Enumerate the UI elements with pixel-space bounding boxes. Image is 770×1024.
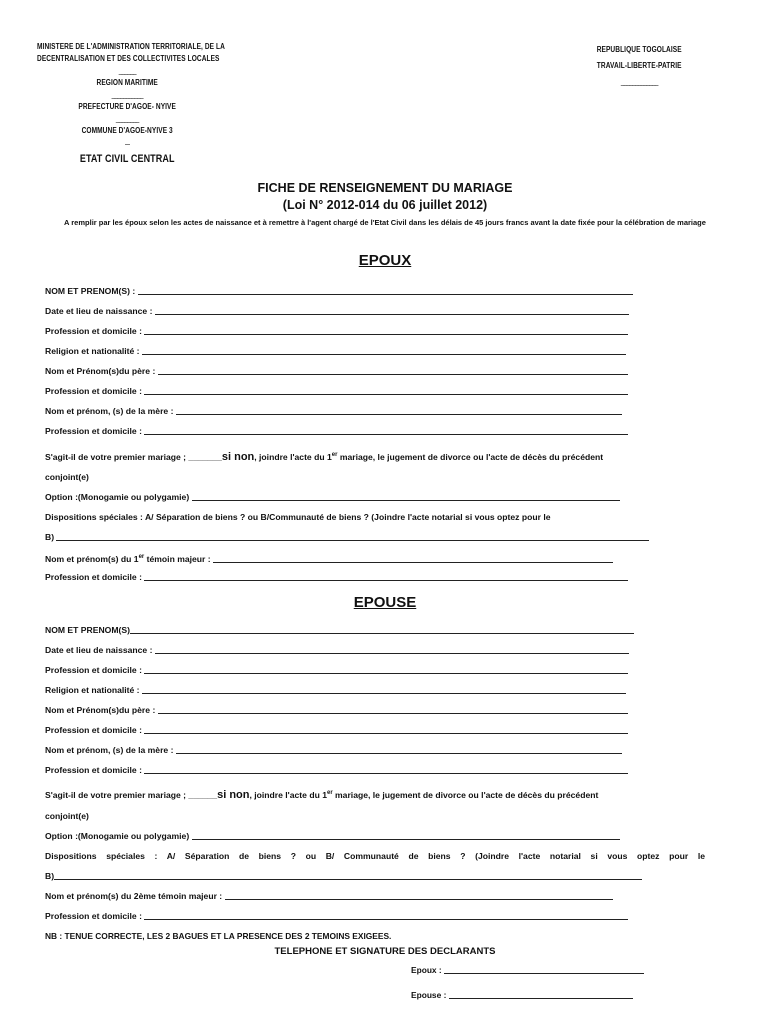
- field-label: , joindre l'acte du 1: [254, 451, 332, 462]
- separator: .....: [124, 138, 130, 147]
- blank-line: [142, 685, 626, 694]
- field-label: B): [45, 532, 55, 542]
- field-label: Option :(Monogamie ou polygamie): [45, 492, 190, 502]
- section-epoux: EPOUX: [358, 252, 412, 269]
- field-label: Profession et domicile :: [45, 326, 142, 336]
- field-epoux-profession[interactable]: [45, 325, 705, 338]
- blank-line: [144, 572, 628, 581]
- blank-line: [192, 831, 620, 840]
- field-epoux-naissance[interactable]: [45, 305, 705, 318]
- field-label: mariage, le jugement de divorce ou l'acte de décès du précédent: [337, 451, 604, 462]
- field-epouse-profession[interactable]: [45, 664, 705, 677]
- law-reference: (Loi N° 2012-014 du 06 juillet 2012): [282, 198, 488, 212]
- field-label: Nom et prénom(s) du 1: [45, 553, 139, 564]
- blank-line: [138, 286, 633, 295]
- field-epouse-naissance[interactable]: [45, 644, 705, 657]
- field-label: Profession et domicile :: [45, 386, 142, 396]
- field-epoux-premier-mariage[interactable]: [45, 447, 705, 463]
- blank-line: [158, 705, 628, 714]
- blank-line: [144, 725, 628, 734]
- field-label: Profession et domicile :: [45, 911, 142, 921]
- signature-epouse[interactable]: [411, 990, 633, 1000]
- field-label: Dispositions spéciales : A/ Séparation de biens ? ou B/Communauté de biens ? (Joindre l'acte notarial si vous optez pour le: [45, 512, 551, 522]
- blank-line: [144, 326, 628, 335]
- field-epoux-dispositions: [45, 511, 705, 524]
- form-title: FICHE DE RENSEIGNEMENT DU MARIAGE: [257, 181, 513, 195]
- field-label: Profession et domicile :: [45, 725, 142, 735]
- field-epoux-dispositions-b[interactable]: [45, 531, 705, 544]
- blank-line: [144, 386, 628, 395]
- signature-label: Epoux :: [411, 965, 442, 975]
- field-label: Nom et prénom, (s) de la mère :: [45, 745, 174, 755]
- blank-line: [225, 891, 613, 900]
- field-label: NOM ET PRENOM(S): [45, 625, 130, 635]
- field-label: mariage, le jugement de divorce ou l'acte de décès du précédent: [332, 789, 599, 800]
- ministry-line-1: MINISTERE DE L'ADMINISTRATION TERRITORIALE, DE LA: [37, 42, 225, 51]
- superscript: er: [138, 554, 145, 560]
- superscript: er: [331, 452, 338, 458]
- field-label: Date et lieu de naissance :: [45, 306, 153, 316]
- blank-line: [176, 745, 622, 754]
- separator: ________: [115, 114, 139, 123]
- blank-line: [144, 426, 628, 435]
- field-label: Religion et nationalité :: [45, 685, 140, 695]
- section-epouse: EPOUSE: [353, 594, 417, 611]
- header-left: [37, 41, 234, 165]
- field-epoux-mere[interactable]: [45, 405, 705, 418]
- field-epoux-nom[interactable]: [45, 285, 705, 298]
- blank-line: [449, 990, 633, 999]
- blank-line: [155, 306, 629, 315]
- field-label: conjoint(e): [45, 811, 89, 821]
- national-motto: TRAVAIL-LIBERTE-PATRIE: [596, 61, 682, 70]
- header-right: [590, 42, 688, 90]
- field-label: Nom et Prénom(s)du père :: [45, 366, 156, 376]
- signature-label: Epouse :: [411, 990, 447, 1000]
- blank-line: [155, 645, 629, 654]
- field-epoux-pere[interactable]: [45, 365, 705, 378]
- blank-line: [54, 871, 642, 880]
- si-non-label: si non: [217, 788, 250, 801]
- blank-line: [444, 965, 644, 974]
- field-label: Profession et domicile :: [45, 426, 142, 436]
- field-epoux-profession-pere[interactable]: [45, 385, 705, 398]
- blank-line: [176, 406, 622, 415]
- field-label: , joindre l'acte du 1: [249, 789, 327, 800]
- field-epouse-option[interactable]: [45, 830, 705, 843]
- region: REGION MARITIME: [96, 78, 158, 87]
- field-label: Profession et domicile :: [45, 572, 142, 582]
- etat-civil-central: ETAT CIVIL CENTRAL: [79, 153, 175, 165]
- field-epouse-temoin[interactable]: [45, 890, 705, 903]
- field-label: B): [45, 871, 55, 881]
- field-epouse-conjoint: [45, 810, 705, 823]
- field-epoux-temoin-profession[interactable]: [45, 571, 705, 584]
- field-epouse-religion[interactable]: [45, 684, 705, 697]
- field-label: Profession et domicile :: [45, 665, 142, 675]
- blank-line: [192, 492, 620, 501]
- blank-line: [144, 765, 628, 774]
- republic-name: REPUBLIQUE TOGOLAISE: [596, 45, 682, 54]
- field-label: Nom et Prénom(s)du père :: [45, 705, 156, 715]
- field-epouse-pere[interactable]: [45, 704, 705, 717]
- field-label: témoin majeur :: [144, 553, 211, 564]
- field-epouse-nom[interactable]: [45, 624, 705, 637]
- blank-line: [56, 532, 649, 541]
- field-epouse-temoin-profession[interactable]: [45, 910, 705, 923]
- prefecture: PREFECTURE D'AGOE- NYIVE: [78, 102, 176, 111]
- nb-note: NB : TENUE CORRECTE, LES 2 BAGUES ET LA PRESENCE DES 2 TEMOINS EXIGEES.: [45, 931, 392, 941]
- field-epouse-mere[interactable]: [45, 744, 705, 757]
- field-epoux-temoin[interactable]: [45, 551, 705, 564]
- blank-line: [213, 554, 613, 563]
- field-epouse-profession-pere[interactable]: [45, 724, 705, 737]
- field-epoux-religion[interactable]: [45, 345, 705, 358]
- signature-epoux[interactable]: [411, 965, 644, 975]
- field-label: Religion et nationalité :: [45, 346, 140, 356]
- commune: COMMUNE D'AGOE-NYIVE 3: [81, 126, 173, 135]
- field-label: Nom et prénom(s) du 2ème témoin majeur :: [45, 891, 223, 901]
- superscript: er: [326, 790, 333, 796]
- field-label: Nom et prénom, (s) de la mère :: [45, 406, 174, 416]
- instructions: A remplir par les époux selon les actes de naissance et à remettre à l'agent chargé de l'Etat Civil dans les délais de 45 jours francs avant la date fixée pour la célébration de mariage: [64, 218, 706, 227]
- field-epoux-profession-mere[interactable]: [45, 425, 705, 438]
- field-epoux-conjoint: [45, 471, 705, 484]
- separator: _____________: [620, 77, 658, 86]
- field-epouse-profession-mere[interactable]: [45, 764, 705, 777]
- blank-line: [158, 366, 628, 375]
- field-epouse-dispositions-b[interactable]: [45, 870, 705, 883]
- field-epouse-premier-mariage[interactable]: [45, 785, 705, 801]
- declarants-heading: TELEPHONE ET SIGNATURE DES DECLARANTS: [274, 946, 496, 957]
- field-label: conjoint(e): [45, 472, 89, 482]
- field-label: Option :(Monogamie ou polygamie): [45, 831, 190, 841]
- blank-line: [144, 665, 628, 674]
- si-non-label: si non: [221, 450, 255, 463]
- field-label: Dispositions spéciales : A/ Séparation de biens ? ou B/ Communauté de biens ? (Joindre l'acte notarial si vous optez pour le: [45, 851, 705, 861]
- field-epoux-option[interactable]: [45, 491, 705, 504]
- field-label: S'agit-il de votre premier mariage ; _______: [45, 451, 222, 462]
- ministry-line-2: DECENTRALISATION ET DES COLLECTIVITES LOCALES: [37, 54, 220, 63]
- blank-line: [144, 911, 628, 920]
- field-label: Profession et domicile :: [45, 765, 142, 775]
- blank-line: [142, 346, 626, 355]
- separator: ______: [118, 66, 136, 75]
- separator: ___________: [111, 90, 143, 99]
- field-epouse-dispositions: [45, 850, 705, 863]
- field-label: S'agit-il de votre premier mariage ; ______: [45, 789, 218, 800]
- field-label: NOM ET PRENOM(S) :: [45, 286, 136, 296]
- field-label: Date et lieu de naissance :: [45, 645, 153, 655]
- blank-line: [130, 625, 634, 634]
